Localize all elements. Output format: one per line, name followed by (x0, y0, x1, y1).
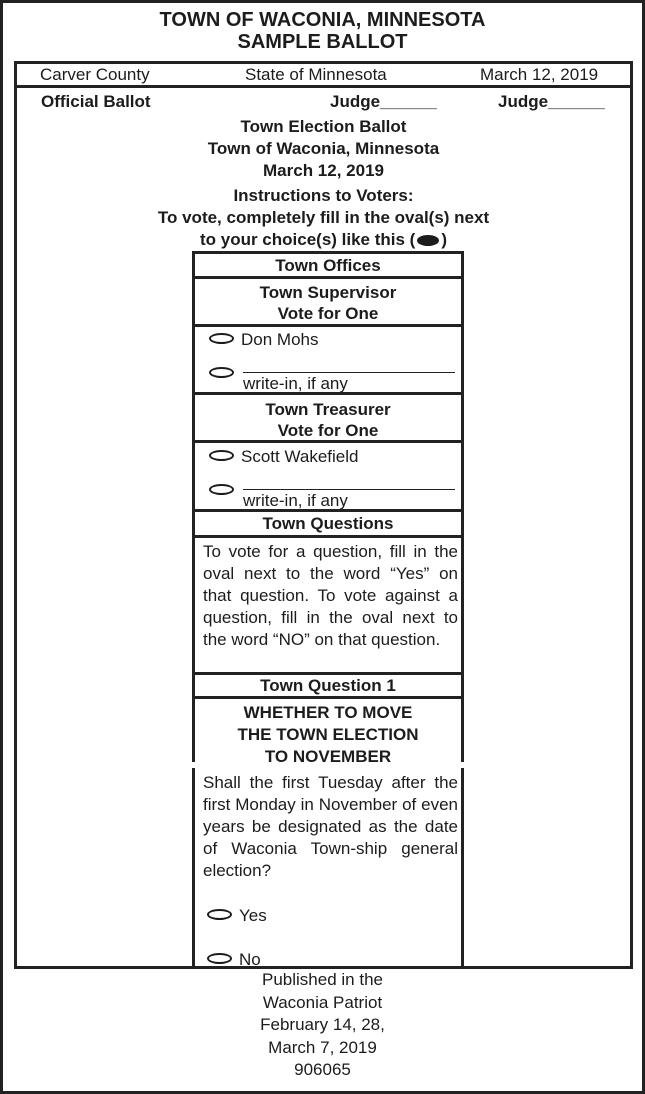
option-no[interactable] (207, 950, 261, 970)
oval-icon[interactable] (209, 367, 234, 378)
race-subtitle: Vote for One (277, 304, 379, 323)
ballot-heading-line-2: Town of Waconia, Minnesota (207, 139, 440, 158)
notice-id: 906065 (294, 1060, 351, 1079)
town-questions-header: Town Questions (195, 512, 461, 538)
questions-instructions: To vote for a question, fill in the oval next to the word “Yes” on that question. To vote against a question, fill in the oval next to the word “NO” on that question. (203, 542, 458, 649)
ballot-heading-line-1: Town Election Ballot (240, 117, 407, 136)
race-header-supervisor (195, 279, 461, 327)
border-gap (191, 762, 196, 768)
question-title: WHETHER TO MOVE THE TOWN ELECTION TO NOVEMBER (237, 703, 419, 766)
instructions-line-1: To vote, completely fill in the oval(s) next (157, 208, 490, 227)
judge-1-signature: Judge______ (330, 92, 437, 111)
title-line-2: SAMPLE BALLOT (237, 31, 408, 53)
candidate-name: Scott Wakefield (241, 447, 359, 466)
official-ballot-label: Official Ballot (41, 92, 151, 111)
question-text: Shall the first Tuesday after the first Monday in November of even years be designated as the date of Waconia Town-ship general election? (203, 773, 458, 880)
writein-label: write-in, if any (243, 374, 348, 393)
question-label: Town Question 1 (195, 675, 461, 699)
candidate-scott-wakefield[interactable] (209, 447, 358, 467)
border-gap (460, 762, 465, 768)
title-line-1: TOWN OF WACONIA, MINNESOTA (159, 9, 486, 31)
race-title: Town Treasurer (265, 400, 391, 419)
state-label: State of Minnesota (245, 65, 387, 84)
ballot-heading (14, 116, 633, 182)
writein-line[interactable] (243, 489, 455, 490)
option-yes[interactable] (207, 906, 267, 926)
option-label: Yes (239, 906, 267, 925)
ballot-column (192, 251, 464, 969)
writein-line[interactable] (243, 372, 455, 373)
race-subtitle: Vote for One (277, 421, 379, 440)
filled-oval-icon (417, 235, 439, 246)
official-row (14, 91, 633, 113)
instructions (14, 185, 633, 251)
county-label: Carver County (40, 65, 150, 84)
oval-icon[interactable] (209, 333, 234, 344)
ballot-heading-line-3: March 12, 2019 (263, 161, 384, 180)
race-title: Town Supervisor (259, 283, 397, 302)
oval-icon[interactable] (207, 909, 232, 920)
town-offices-header: Town Offices (195, 254, 461, 279)
instructions-line-2: to your choice(s) like this ( ) (199, 230, 448, 249)
county-row (14, 61, 633, 88)
judge-2-signature: Judge______ (498, 92, 605, 111)
oval-icon[interactable] (209, 484, 234, 495)
publication-notice: Published in the Waconia Patriot February 14, 28, March 7, 2019 906065 (0, 969, 645, 1082)
oval-icon[interactable] (209, 450, 234, 461)
candidate-name: Don Mohs (241, 330, 319, 349)
writein-treasurer[interactable] (209, 481, 348, 510)
race-header-treasurer (195, 395, 461, 443)
writein-label: write-in, if any (243, 491, 348, 510)
instructions-title: Instructions to Voters: (233, 186, 414, 205)
option-label: No (239, 950, 261, 969)
date-label: March 12, 2019 (480, 65, 599, 84)
candidate-don-mohs[interactable] (209, 330, 318, 350)
oval-icon[interactable] (207, 953, 232, 964)
writein-supervisor[interactable] (209, 364, 348, 393)
page-title (0, 9, 645, 53)
